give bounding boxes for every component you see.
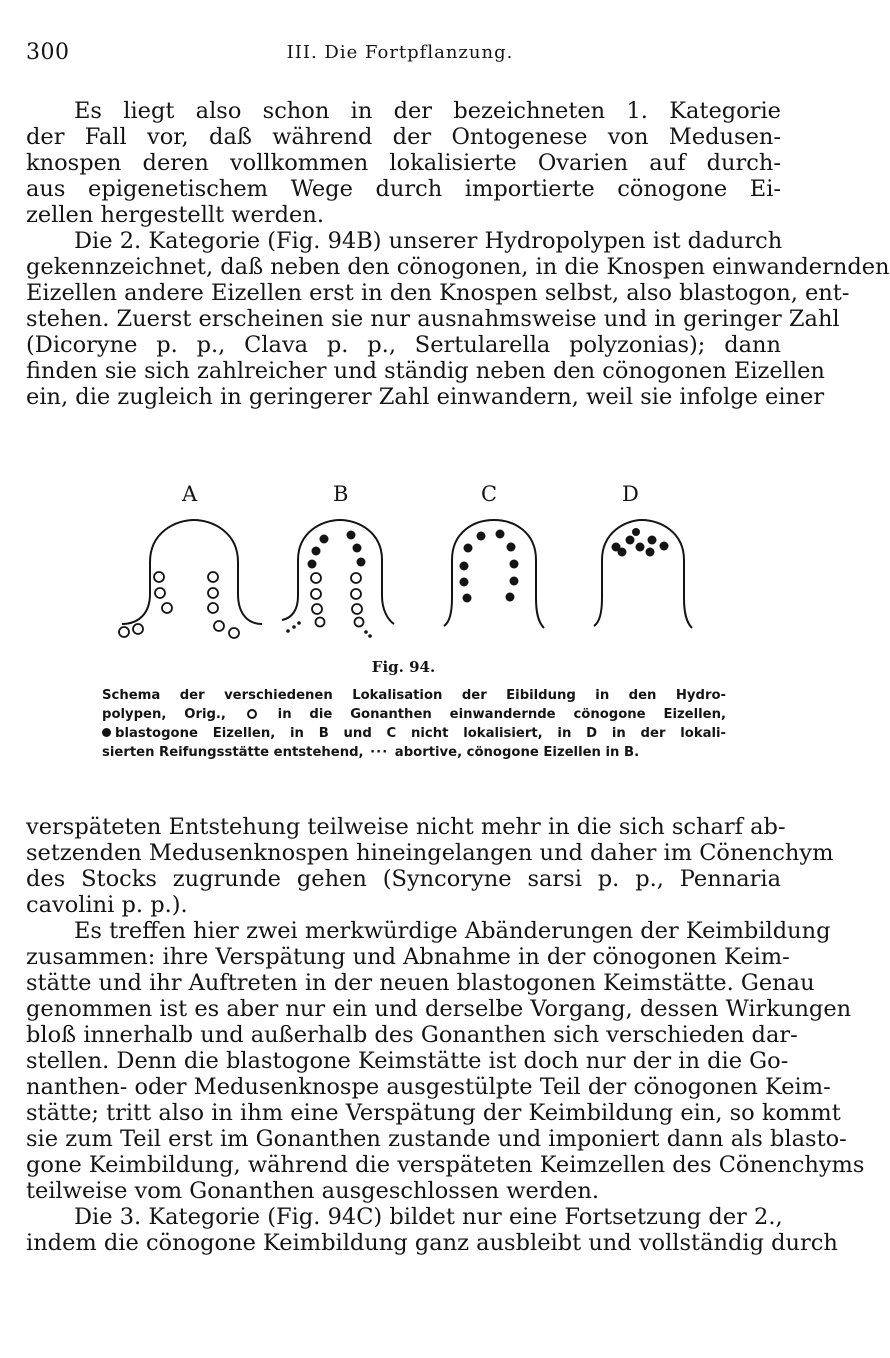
text-line: zusammen: ihre Verspätung und Abnahme in der cönogonen Keim- — [26, 944, 790, 970]
text-line: finden sie sich zahlreicher und ständig neben den cönogonen Eizellen — [26, 358, 825, 384]
text-line: teilweise vom Gonanthen ausgeschlossen werden. — [26, 1178, 599, 1204]
text-line: sie zum Teil erst im Gonanthen zustande und imponiert dann als blasto- — [26, 1126, 847, 1152]
caption-line: sierten Reifungsstätte entstehend, ··· abortive, cönogone Eizellen in B. — [102, 745, 640, 760]
text-line: gekennzeichnet, daß neben den cönogonen, in die Knospen einwandernden — [26, 254, 890, 280]
text-line: cavolini p. p.). — [26, 892, 188, 918]
page-number: 300 — [26, 40, 70, 65]
text-line: verspäteten Entstehung teilweise nicht mehr in die sich scharf ab- — [26, 814, 786, 840]
body-text-bottom — [26, 814, 865, 1256]
text-line: gone Keimbildung, während die verspäteten Keimzellen des Cönenchyms — [26, 1152, 865, 1178]
paragraph — [26, 228, 890, 410]
dots-icon: ··· — [370, 745, 389, 760]
text-line: zellen hergestellt werden. — [26, 202, 324, 228]
panel-label-c: C — [481, 482, 498, 506]
text-line: knospen deren vollkommen lokalisierte Ovarien auf durch- — [26, 150, 781, 176]
paragraph — [26, 814, 834, 918]
caption-line: Schema der verschiedenen Lokalisation der Eibildung in den Hydro- — [102, 688, 726, 703]
text-line: stehen. Zuerst erscheinen sie nur ausnahmsweise und in geringer Zahl — [26, 306, 840, 332]
text-line: stätte; tritt also in ihm eine Verspätung der Keimbildung ein, so kommt — [26, 1100, 841, 1126]
figure-caption — [102, 686, 726, 762]
gonanth-outline-c — [444, 520, 544, 628]
caption-line: polypen, Orig., in die Gonanthen einwandernde cönogone Eizellen, — [102, 707, 727, 722]
text-line: ein, die zugleich in geringerer Zahl einwandern, weil sie infolge einer — [26, 384, 825, 410]
blastogone-cells-c — [460, 530, 519, 603]
filled-circle-icon — [102, 728, 111, 737]
figure-94 — [26, 478, 781, 778]
panel-label-a: A — [182, 482, 198, 506]
gonanth-outline-d — [594, 520, 692, 628]
text-line: der Fall vor, daß während der Ontogenese von Medusen- — [26, 124, 781, 150]
text-line: stätte und ihr Auftreten in der neuen blastogonen Keimstätte. Genau — [26, 970, 815, 996]
conogone-cells-a — [119, 572, 239, 638]
text-line: (Dicoryne p. p., Clava p. p., Sertularella polyzonias); dann — [26, 332, 781, 358]
schema-diagram — [26, 514, 781, 654]
text-line: bloß innerhalb und außerhalb des Gonanthen sich verschieden dar- — [26, 1022, 798, 1048]
open-circle-icon — [247, 709, 257, 719]
text-line: nanthen- oder Medusenknospe ausgestülpte Teil der cönogonen Keim- — [26, 1074, 831, 1100]
text-line: Die 2. Kategorie (Fig. 94B) unserer Hydropolypen ist dadurch — [74, 228, 783, 254]
text-line: Eizellen andere Eizellen erst in den Knospen selbst, also blastogon, ent- — [26, 280, 850, 306]
text-line: aus epigenetischem Wege durch importierte cönogone Ei- — [26, 176, 781, 202]
text-line: Es liegt also schon in der bezeichneten 1. Kategorie — [74, 98, 781, 124]
text-line: setzenden Medusenknospen hineingelangen und daher im Cönenchym — [26, 840, 834, 866]
text-line: genommen ist es aber nur ein und derselbe Vorgang, dessen Wirkungen — [26, 996, 852, 1022]
text-line: indem die cönogone Keimbildung ganz ausbleibt und vollständig durch — [26, 1230, 838, 1256]
page-header — [26, 40, 774, 74]
caption-line: blastogone Eizellen, in B und C nicht lokalisiert, in D in der lokali- — [102, 724, 726, 743]
body-text-top — [26, 98, 890, 410]
text-line: stellen. Denn die blastogone Keimstätte ist doch nur der in die Go- — [26, 1048, 789, 1074]
gonanth-outline-a — [122, 520, 262, 624]
conogone-cells-b — [311, 573, 364, 627]
text-line: Die 3. Kategorie (Fig. 94C) bildet nur eine Fortsetzung der 2., — [74, 1204, 783, 1230]
panel-label-d: D — [622, 482, 639, 506]
figure-title: Fig. 94. — [371, 658, 436, 676]
text-line: des Stocks zugrunde gehen (Syncoryne sarsi p. p., Pennaria — [26, 866, 781, 892]
text-line: Es treffen hier zwei merkwürdige Abänderungen der Keimbildung — [74, 918, 831, 944]
panel-label-b: B — [333, 482, 349, 506]
paragraph — [26, 98, 781, 228]
gonanth-outline-b — [282, 520, 394, 624]
running-title: III. Die Fortpflanzung. — [286, 42, 514, 63]
paragraph — [26, 918, 865, 1204]
blastogone-cells-d — [612, 528, 669, 557]
paragraph — [26, 1204, 838, 1256]
